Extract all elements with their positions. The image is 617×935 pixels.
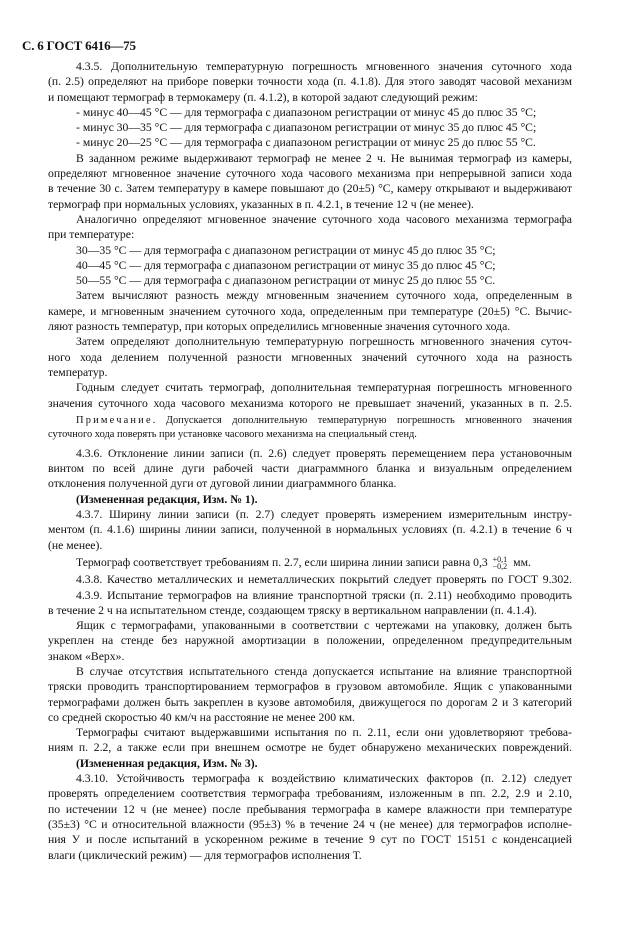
text-line: (Измененная редакция, Изм. № 3). [76,756,258,770]
note-block [48,414,572,442]
text-line: 4.3.7. Ширину линии записи (п. 2.7) следует проверять измерением измерительным инстру- [76,508,572,522]
text-line: при температуре: [48,228,135,242]
amendment-note [48,492,572,507]
text-line: 40—45 °С — для термографа с диапазоном регистрации от минус 35 до плюс 45 °С; [76,258,496,272]
text-line: в течение 30 с. Затем температуру в камере повышают до (20±5) °С, камеру открывают и выдерживают [48,182,572,196]
text-line: температур. [48,365,108,379]
text-line: - минус 30—35 °С — для термографа с диапазоном регистрации от минус 35 до плюс 45 °С; [76,121,537,135]
text-line: (Измененная редакция, Изм. № 1). [76,492,258,506]
text-line: 30—35 °С — для термографа с диапазоном регистрации от минус 45 до плюс 35 °С; [76,243,496,257]
text-line: со средней скоростью 40 км/ч на расстояние не менее 200 км. [48,710,355,724]
paragraph [48,59,572,105]
text-line: тряски проводить транспортированием термографов в грузовом автомобиле. Ящик с упакованными [48,680,572,694]
text-line: (п. 2.5) определяют на приборе поверки точности хода (п. 4.1.8). Для этого заводят часовой механизм [48,75,572,89]
text-line: Аналогично определяют мгновенное значение суточного хода часового механизма термографа [76,212,572,226]
formula-text: Термограф соответствует требованиям п. 2.7, если ширина линии записи равна 0,3 [76,555,488,569]
text-line: ного хода делением полученной разности мгновенных значений суточного хода на разность [48,350,572,364]
list-block [48,105,572,151]
text-line: (не менее). [48,538,103,552]
text-line: в течение 2 ч на испытательном стенде, создающем тряску в вертикальном направлении (п. 4.1.4). [48,603,537,617]
unit: мм. [513,555,531,569]
text-line: камере, и мгновенным значением суточного хода, определенным при температуре (20±5) °С. Вычис- [48,304,572,318]
text-line: Затем вычисляют разность между мгновенным значением суточного хода, определенным в [76,289,572,303]
text-line: проверять определением соответствия термографа требованиям, изложенным в пп. 2.2, 2.9 и 2.10, [48,787,572,801]
text-line: влаги (циклический режим) — для термографов исполнения Т. [48,848,362,862]
text-line: Затем определяют дополнительную температурную погрешность мгновенного значения суточ- [76,335,572,349]
text-line: Годным следует считать термограф, дополнительная температурная погрешность мгновенного [76,381,572,395]
paragraph [48,446,572,492]
formula-line [48,555,572,570]
text-line: ниям п. 2.2, а также если при внешнем осмотре не будет обнаружено механических повреждений. [48,741,572,755]
text-line: 4.3.6. Отклонение линии записи (п. 2.6) следует проверять перемещением пера установочным [76,446,572,460]
text-line: ментом (п. 4.1.6) ширины линии записи, полученной в нормальных условиях (п. 4.2.1) в течение 6 ч [48,523,572,537]
text-line: 4.3.8. Качество металлических и неметаллических покрытий следует проверять по ГОСТ 9.302. [76,573,572,587]
paragraph [48,212,572,243]
amendment-note [48,756,572,771]
tolerance-lower: −0,2 [492,562,508,572]
text-line: - минус 40—45 °С — для термографа с диапазоном регистрации от минус 45 до плюс 35 °С; [76,105,537,119]
text-line: ния У и после испытаний в ускоренном режиме в течение 9 сут по ГОСТ 15151 с конденсацией [48,833,572,847]
text-line: укреплен на стенде без наружной амортизации в положении, определенном предупредительным [48,634,572,648]
paragraph [48,151,572,212]
paragraph [48,334,572,380]
list-block [48,243,572,289]
tolerance-upper: +0,1 [492,555,508,565]
text-line: суточного хода поверять при установке часового механизма на специальный стенд. [48,428,417,440]
text-line: В случае отсутствия испытательного стенда допускается испытание на влияние транспортной [76,664,572,678]
text-line: 4.3.5. Дополнительную температурную погрешность мгновенного значения суточного хода [76,60,572,73]
page-header: С. 6 ГОСТ 6416—75 [22,38,136,53]
document-body [48,59,572,863]
text-line: 50—55 °С — для термографа с диапазоном регистрации от минус 25 до плюс 55 °С. [76,274,496,288]
note-text: . Допускается дополнительную температурную погрешность мгновенного значения [152,414,572,426]
paragraph [48,572,572,587]
paragraph [48,618,572,664]
paragraph [48,507,572,553]
note-label: Примечание [76,414,153,426]
text-line: 4.3.10. Устойчивость термографа к воздействию климатических факторов (п. 2.12) следует [76,772,572,786]
tolerance [493,556,508,570]
text-line: значения суточного хода часового механизма которого не превышает значений, указанных в п. 2.5. [48,396,572,410]
text-line: ляют разность температур, при которых определились мгновенные значения суточного хода. [48,320,511,334]
text-line: по истечении 12 ч (не менее) после пребывания термографа в камере влажности при температуре [48,802,572,816]
text-line: Ящик с термографами, упакованными в соответствии с чертежами на упаковку, должен быть [76,619,572,633]
text-line: В заданном режиме выдерживают термограф не менее 2 ч. Не вынимая термограф из камеры, [76,151,572,165]
text-line: термографами должен быть закреплен в кузове автомобиля, движущегося по дорогам 2 и 3 категорий [48,695,572,709]
paragraph [48,725,572,756]
text-line: определяют мгновенное значение суточного хода часового механизма при непрерывной записи хода [48,167,572,181]
text-line: термограф при нормальных условиях, указанных в п. 4.2.1, в течение 12 ч (не менее). [48,197,474,211]
paragraph [48,380,572,411]
text-line: - минус 20—25 °С — для термографа с диапазоном регистрации от минус 25 до плюс 55 °С. [76,136,536,150]
text-line: (35±3) °С и относительной влажности (95±3) % в течение 24 ч (не менее) для термографов исполне- [48,817,572,831]
paragraph [48,288,572,334]
text-line [48,414,572,428]
paragraph [48,588,572,619]
text-line: 4.3.9. Испытание термографов на влияние транспортной тряски (п. 2.11) необходимо проводить [76,588,572,602]
paragraph [48,555,572,570]
text-line: и помещают термограф в термокамеру (п. 4.1.2), в которой задают следующий режим: [48,90,478,104]
text-line: винтом по всей длине дуги рабочей части диаграммного бланка и визуальным определением [48,462,572,476]
paragraph [48,664,572,725]
text-line: отклонения полученной дуги от дуговой линии диаграммного бланка. [48,477,397,491]
text-line: Термографы считают выдержавшими испытания по п. 2.11, если они удовлетворяют требова- [76,726,572,740]
paragraph [48,771,572,863]
text-line: знаком «Верх». [48,649,125,663]
